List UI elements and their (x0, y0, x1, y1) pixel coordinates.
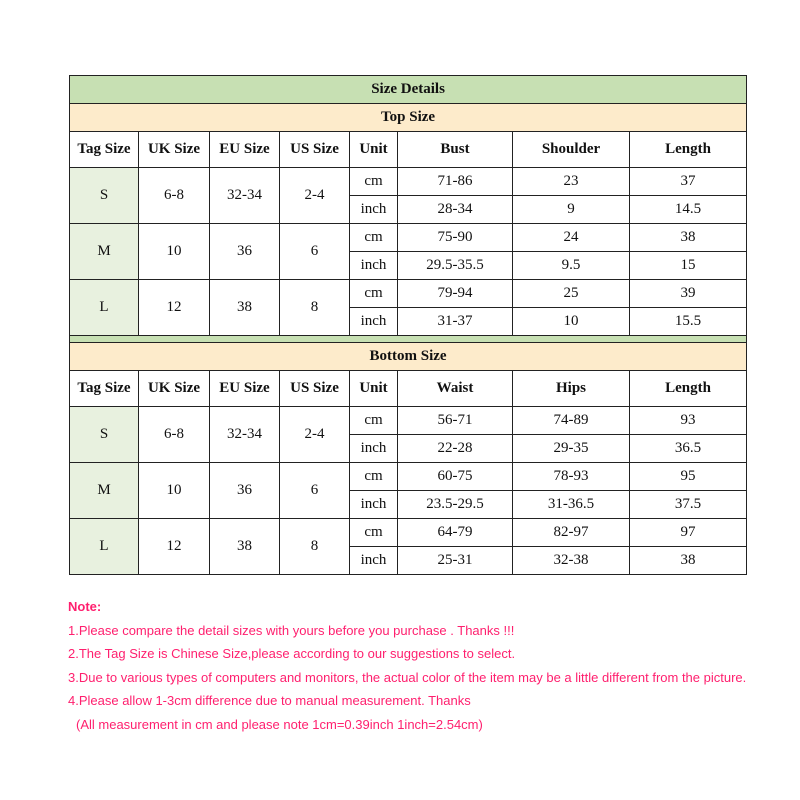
unit-cell: inch (350, 435, 398, 463)
us-size-cell: 2-4 (280, 407, 350, 463)
notes-section (68, 595, 788, 736)
eu-size-cell: 32-34 (210, 168, 280, 224)
us-size-cell: 2-4 (280, 168, 350, 224)
tag-size-cell: M (70, 463, 139, 519)
length-cell: 37 (630, 168, 747, 196)
length-cell: 39 (630, 280, 747, 308)
tag-size-cell: S (70, 407, 139, 463)
hips-cell: 78-93 (513, 463, 630, 491)
eu-size-cell: 36 (210, 224, 280, 280)
uk-size-cell: 6-8 (139, 168, 210, 224)
title-row (70, 76, 747, 104)
table-row (70, 280, 747, 308)
unit-cell: cm (350, 280, 398, 308)
note-item: 4.Please allow 1-3cm difference due to manual measurement. Thanks (68, 693, 471, 708)
shoulder-cell: 10 (513, 308, 630, 336)
bottom-section-title: Bottom Size (70, 343, 747, 371)
header-shoulder: Shoulder (513, 132, 630, 168)
note-item: 3.Due to various types of computers and monitors, the actual color of the item may be a little different from the picture. (68, 669, 747, 685)
bust-cell: 79-94 (398, 280, 513, 308)
tag-size-cell: L (70, 519, 139, 575)
header-us-size: US Size (280, 371, 350, 407)
us-size-cell: 8 (280, 519, 350, 575)
length-cell: 97 (630, 519, 747, 547)
bust-cell: 28-34 (398, 196, 513, 224)
bottom-section-row (70, 343, 747, 371)
waist-cell: 64-79 (398, 519, 513, 547)
tag-size-cell: S (70, 168, 139, 224)
section-divider-bar (70, 336, 747, 343)
notes-title: Note: (68, 599, 102, 614)
header-unit: Unit (350, 371, 398, 407)
note-measurement-conversion: (All measurement in cm and please note 1cm=0.39inch 1inch=2.54cm) (76, 716, 483, 732)
uk-size-cell: 12 (139, 280, 210, 336)
hips-cell: 82-97 (513, 519, 630, 547)
header-bust: Bust (398, 132, 513, 168)
table-title: Size Details (70, 76, 747, 104)
hips-cell: 31-36.5 (513, 491, 630, 519)
header-us-size: US Size (280, 132, 350, 168)
size-chart-table (69, 75, 747, 575)
unit-cell: inch (350, 308, 398, 336)
header-uk-size: UK Size (139, 132, 210, 168)
header-eu-size: EU Size (210, 132, 280, 168)
unit-cell: cm (350, 407, 398, 435)
eu-size-cell: 38 (210, 519, 280, 575)
eu-size-cell: 36 (210, 463, 280, 519)
header-tag-size: Tag Size (70, 132, 139, 168)
unit-cell: inch (350, 547, 398, 575)
hips-cell: 32-38 (513, 547, 630, 575)
shoulder-cell: 24 (513, 224, 630, 252)
us-size-cell: 8 (280, 280, 350, 336)
top-section-row (70, 104, 747, 132)
unit-cell: cm (350, 519, 398, 547)
note-item: 1.Please compare the detail sizes with yours before you purchase . Thanks !!! (68, 622, 515, 638)
table-row (70, 463, 747, 491)
waist-cell: 22-28 (398, 435, 513, 463)
length-cell: 38 (630, 224, 747, 252)
header-length: Length (630, 132, 747, 168)
shoulder-cell: 25 (513, 280, 630, 308)
unit-cell: cm (350, 224, 398, 252)
table-row (70, 168, 747, 196)
eu-size-cell: 38 (210, 280, 280, 336)
bust-cell: 31-37 (398, 308, 513, 336)
uk-size-cell: 6-8 (139, 407, 210, 463)
bust-cell: 75-90 (398, 224, 513, 252)
waist-cell: 56-71 (398, 407, 513, 435)
shoulder-cell: 23 (513, 168, 630, 196)
shoulder-cell: 9 (513, 196, 630, 224)
us-size-cell: 6 (280, 224, 350, 280)
hips-cell: 74-89 (513, 407, 630, 435)
uk-size-cell: 10 (139, 463, 210, 519)
table-row (70, 407, 747, 435)
unit-cell: inch (350, 252, 398, 280)
header-hips: Hips (513, 371, 630, 407)
note-item: 2.The Tag Size is Chinese Size,please according to our suggestions to select. (68, 646, 516, 661)
header-tag-size: Tag Size (70, 371, 139, 407)
hips-cell: 29-35 (513, 435, 630, 463)
unit-cell: inch (350, 491, 398, 519)
shoulder-cell: 9.5 (513, 252, 630, 280)
bust-cell: 71-86 (398, 168, 513, 196)
waist-cell: 60-75 (398, 463, 513, 491)
us-size-cell: 6 (280, 463, 350, 519)
unit-cell: inch (350, 196, 398, 224)
header-waist: Waist (398, 371, 513, 407)
waist-cell: 23.5-29.5 (398, 491, 513, 519)
length-cell: 37.5 (630, 491, 747, 519)
bottom-header-row (70, 371, 747, 407)
length-cell: 15.5 (630, 308, 747, 336)
eu-size-cell: 32-34 (210, 407, 280, 463)
header-eu-size: EU Size (210, 371, 280, 407)
section-divider (70, 336, 747, 343)
header-length: Length (630, 371, 747, 407)
length-cell: 36.5 (630, 435, 747, 463)
length-cell: 95 (630, 463, 747, 491)
top-section-title: Top Size (70, 104, 747, 132)
uk-size-cell: 12 (139, 519, 210, 575)
length-cell: 14.5 (630, 196, 747, 224)
length-cell: 93 (630, 407, 747, 435)
table-row (70, 519, 747, 547)
tag-size-cell: M (70, 224, 139, 280)
length-cell: 15 (630, 252, 747, 280)
length-cell: 38 (630, 547, 747, 575)
table-row (70, 224, 747, 252)
uk-size-cell: 10 (139, 224, 210, 280)
header-unit: Unit (350, 132, 398, 168)
unit-cell: cm (350, 168, 398, 196)
header-uk-size: UK Size (139, 371, 210, 407)
waist-cell: 25-31 (398, 547, 513, 575)
tag-size-cell: L (70, 280, 139, 336)
top-header-row (70, 132, 747, 168)
unit-cell: cm (350, 463, 398, 491)
bust-cell: 29.5-35.5 (398, 252, 513, 280)
